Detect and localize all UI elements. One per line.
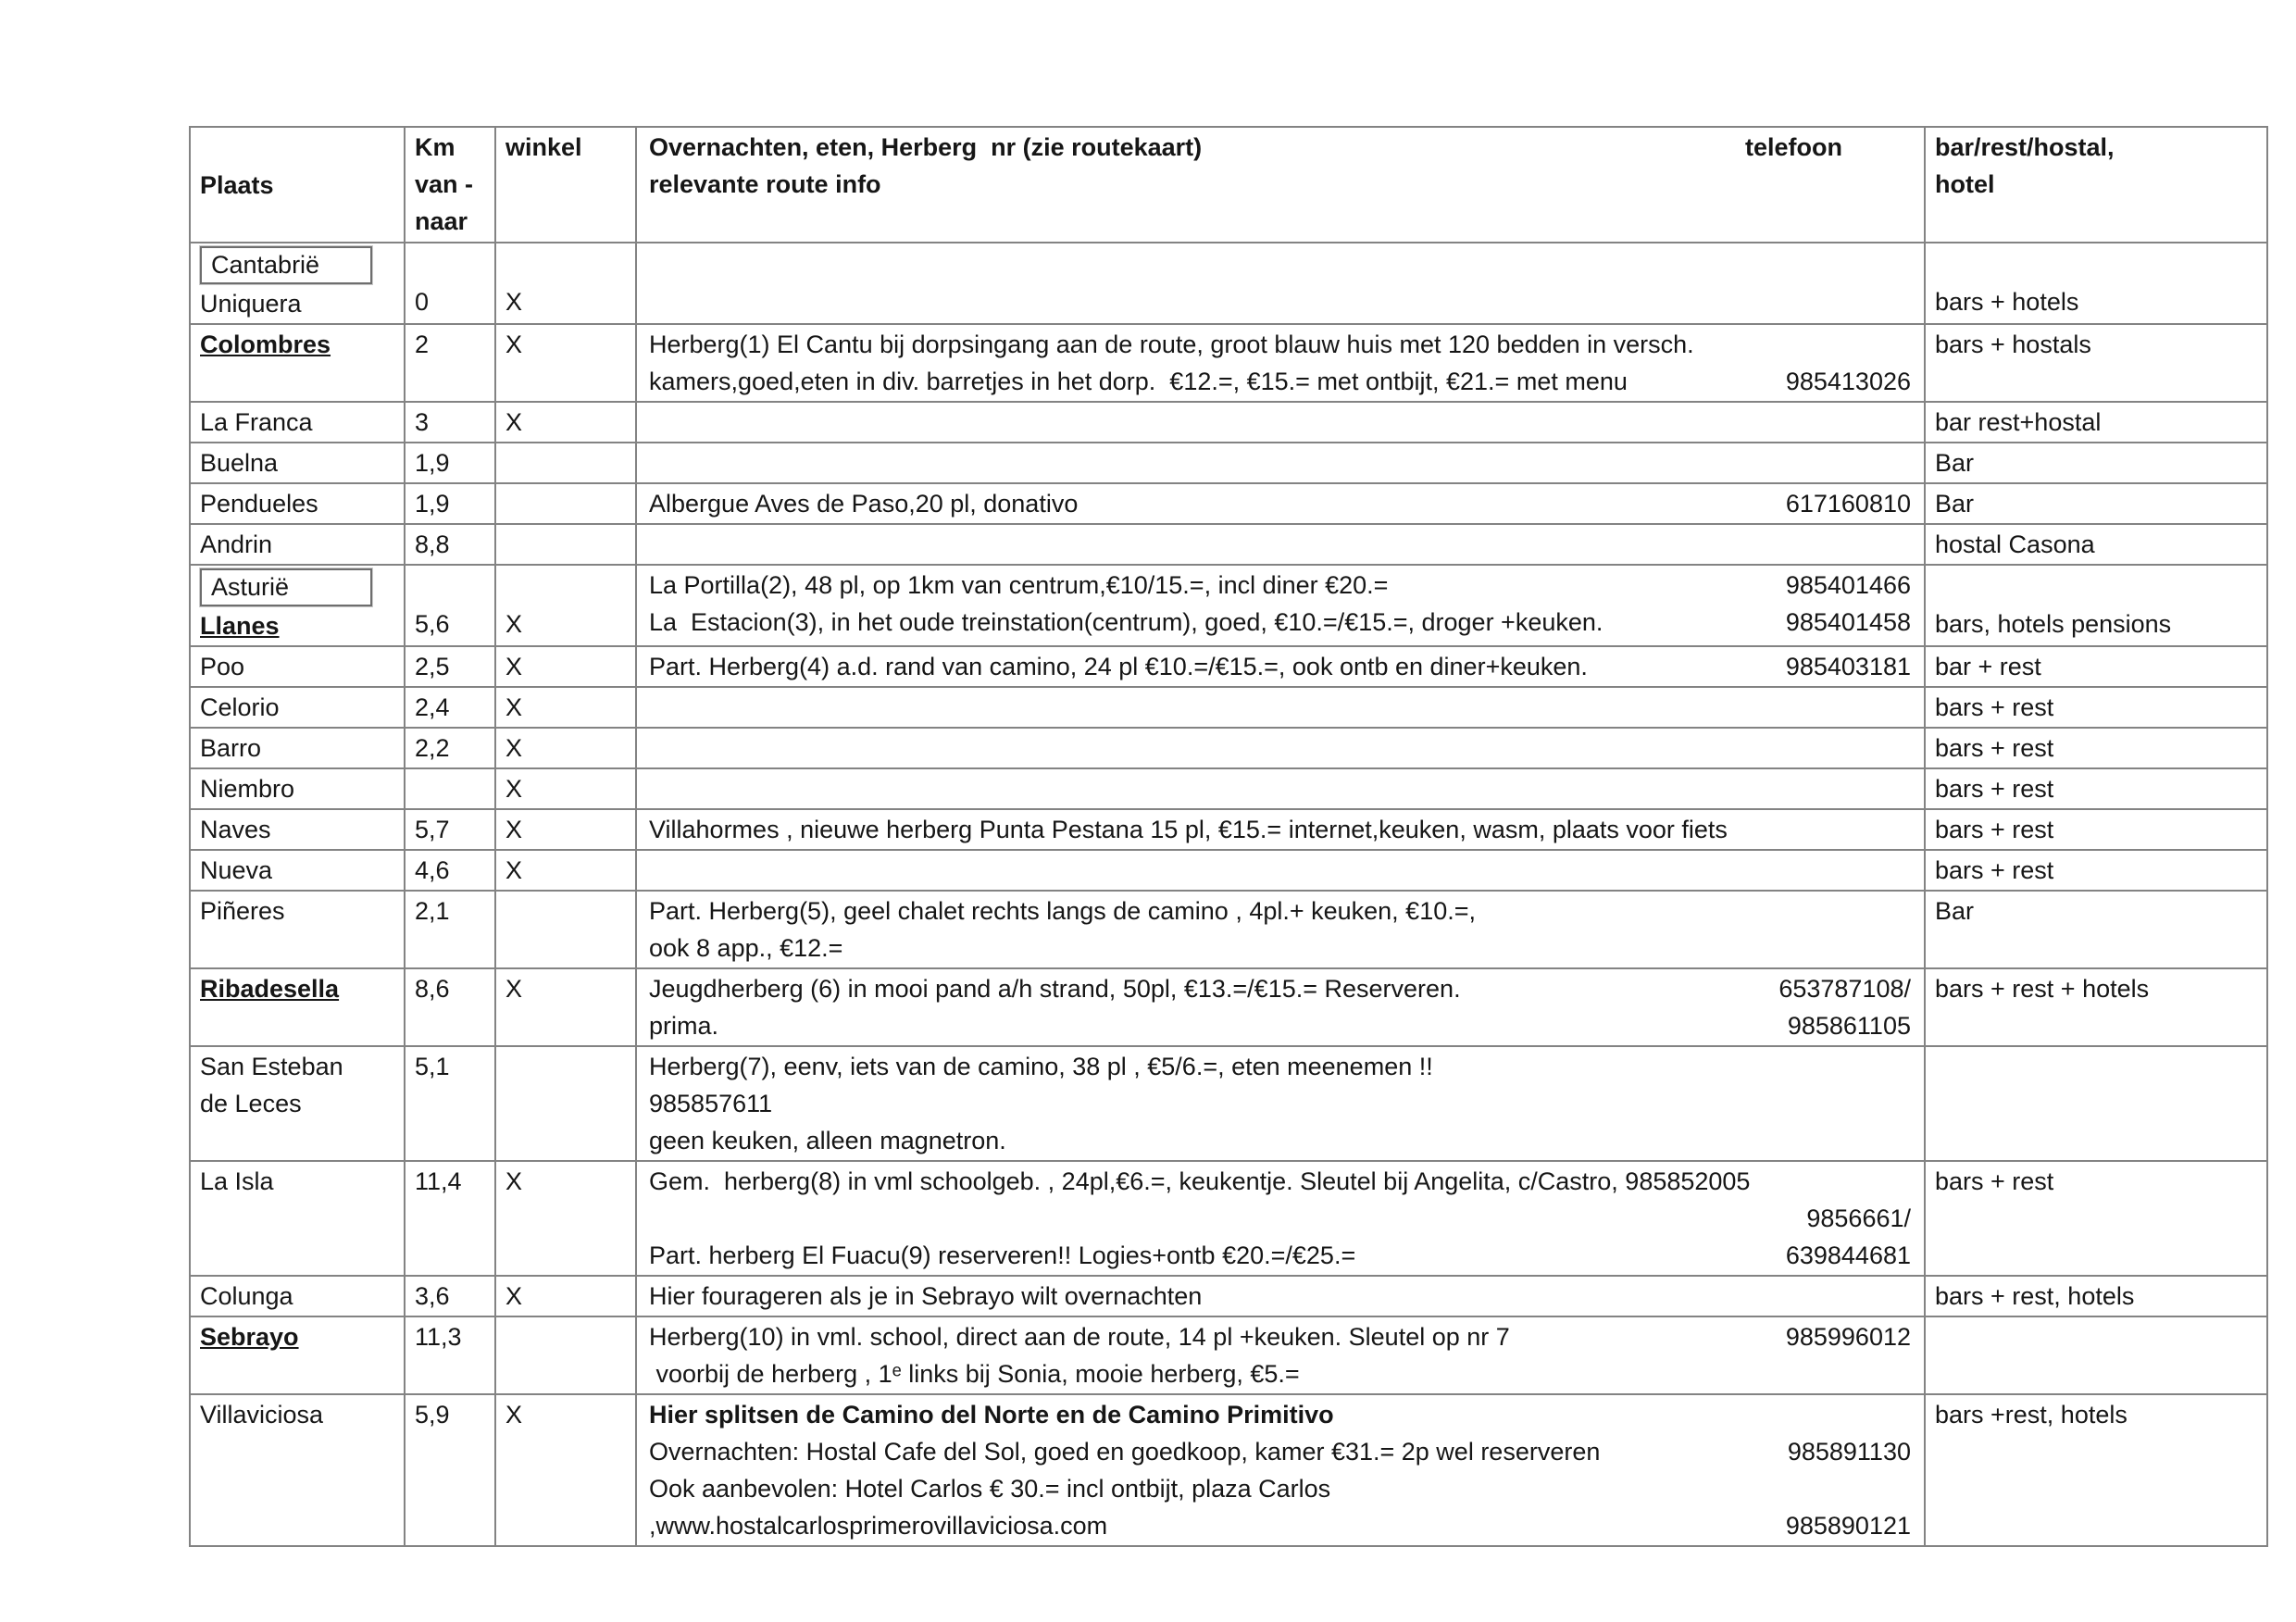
place-cell — [190, 1316, 405, 1394]
header-km-line3: naar — [415, 207, 468, 235]
place-cell — [190, 687, 405, 728]
winkel-cell — [495, 1316, 636, 1394]
phone-number: 985401458 — [1785, 608, 1911, 636]
phone-number: 985861105 — [1787, 1012, 1911, 1040]
place-name: Celorio — [200, 693, 280, 721]
place-cell — [190, 1394, 405, 1546]
info-line: Albergue Aves de Paso,20 pl, donativo 617160810 — [649, 485, 1911, 522]
info-line: Jeugdherberg (6) in mooi pand a/h strand, 50pl, €13.=/€15.= Reserveren. 653787108/ — [649, 970, 1911, 1007]
info-line: Gem. herberg(8) in vml schoolgeb. , 24pl,€6.=, keukentje. Sleutel bij Angelita, c/Castro, 985852005 — [649, 1167, 1751, 1195]
table-header-row — [190, 127, 2267, 243]
winkel-cell: X — [495, 850, 636, 891]
km-cell: 8,8 — [405, 524, 495, 565]
bar-cell: bars + rest — [1925, 768, 2267, 809]
km-cell: 11,3 — [405, 1316, 495, 1394]
winkel-cell: X — [495, 1394, 636, 1546]
table-row — [190, 402, 2267, 443]
phone-number: 985413026 — [1785, 368, 1911, 395]
info-cell — [636, 1161, 1925, 1276]
phone-number: 985401466 — [1785, 571, 1911, 599]
info-line: Herberg(10) in vml. school, direct aan de route, 14 pl +keuken. Sleutel op nr 7 985996012 — [649, 1318, 1911, 1355]
bar-cell: bars + rest — [1925, 728, 2267, 768]
bar-cell: bars + rest, hotels — [1925, 1276, 2267, 1316]
header-overnachten-line2: relevante route info — [649, 170, 881, 198]
info-cell — [636, 1316, 1925, 1394]
info-cell — [636, 968, 1925, 1046]
place-name: Pendueles — [200, 490, 318, 518]
winkel-cell — [495, 1046, 636, 1161]
table-row — [190, 968, 2267, 1046]
info-line — [649, 1085, 1911, 1122]
km-cell: 2 — [405, 324, 495, 402]
place-name: Andrin — [200, 530, 273, 558]
region-label-asturie: Asturië — [200, 568, 372, 606]
place-name: Colombres — [200, 331, 331, 358]
place-name: Naves — [200, 816, 271, 843]
table-row — [190, 728, 2267, 768]
km-cell: 1,9 — [405, 483, 495, 524]
km-cell: 5,1 — [405, 1046, 495, 1161]
km-cell: 8,6 — [405, 968, 495, 1046]
place-name: Nueva — [200, 856, 273, 884]
header-km-line1: Km — [415, 133, 455, 161]
header-telefoon: telefoon — [1745, 133, 1842, 161]
place-name: San Esteban — [200, 1053, 343, 1080]
km-cell: 3 — [405, 402, 495, 443]
table-row — [190, 1161, 2267, 1276]
info-line: Part. Herberg(4) a.d. rand van camino, 24 pl €10.=/€15.=, ook ontb en diner+keuken. 985403181 — [649, 648, 1911, 685]
info-cell — [636, 891, 1925, 968]
place-cell — [190, 646, 405, 687]
bar-cell: Bar — [1925, 483, 2267, 524]
phone-number: 617160810 — [1785, 490, 1911, 518]
table-row — [190, 1394, 2267, 1546]
table-row — [190, 850, 2267, 891]
km-cell: 2,1 — [405, 891, 495, 968]
km-cell: 2,5 — [405, 646, 495, 687]
header-winkel-label: winkel — [505, 133, 582, 161]
place-cell — [190, 968, 405, 1046]
bar-cell: bars + rest — [1925, 850, 2267, 891]
table-row — [190, 646, 2267, 687]
bar-cell: Bar — [1925, 891, 2267, 968]
table-row — [190, 1276, 2267, 1316]
info-line — [649, 1507, 1911, 1544]
winkel-cell: X — [495, 968, 636, 1046]
phone-number: 639844681 — [1785, 1241, 1911, 1269]
winkel-cell — [495, 524, 636, 565]
winkel-cell: X — [495, 687, 636, 728]
place-cell — [190, 402, 405, 443]
place-name: La Franca — [200, 408, 313, 436]
winkel-cell — [495, 483, 636, 524]
place-cell — [190, 243, 405, 324]
header-overnachten-line1: Overnachten, eten, Herberg nr (zie routekaart) — [649, 133, 1203, 161]
table-row — [190, 1046, 2267, 1161]
place-cell — [190, 524, 405, 565]
place-cell — [190, 768, 405, 809]
phone-number: 985890121 — [1785, 1512, 1911, 1540]
km-cell: 2,2 — [405, 728, 495, 768]
place-cell — [190, 443, 405, 483]
place-name: Ribadesella — [200, 975, 340, 1003]
info-cell — [636, 850, 1925, 891]
info-cell — [636, 243, 1925, 324]
place-cell — [190, 1276, 405, 1316]
km-cell: 4,6 — [405, 850, 495, 891]
place-cell — [190, 728, 405, 768]
place-cell — [190, 1161, 405, 1276]
header-overnachten — [636, 127, 1925, 243]
info-cell — [636, 1394, 1925, 1546]
info-line: prima. 985861105 — [649, 1007, 1911, 1044]
info-line: Ook aanbevolen: Hotel Carlos € 30.= incl ontbijt, plaza Carlos — [649, 1475, 1331, 1503]
info-line: Herberg(7), eenv, iets van de camino, 38 pl , €5/6.=, eten meenemen !! — [649, 1053, 1433, 1080]
place-name: Piñeres — [200, 897, 285, 925]
km-cell: 5,6 — [405, 565, 495, 646]
bar-cell — [1925, 1046, 2267, 1161]
winkel-cell: X — [495, 1276, 636, 1316]
place-name: Barro — [200, 734, 262, 762]
km-cell: 2,4 — [405, 687, 495, 728]
info-line: voorbij de herberg , 1ᵉ links bij Sonia, mooie herberg, €5.= — [649, 1360, 1300, 1388]
winkel-cell: X — [495, 324, 636, 402]
info-line: Hier splitsen de Camino del Norte en de Camino Primitivo — [649, 1401, 1334, 1429]
km-cell: 5,7 — [405, 809, 495, 850]
bar-cell: bars + rest — [1925, 1161, 2267, 1276]
place-name: La Isla — [200, 1167, 274, 1195]
winkel-cell: X — [495, 1161, 636, 1276]
route-table — [189, 126, 2268, 1547]
info-cell — [636, 1276, 1925, 1316]
place-name: Uniquera — [200, 290, 302, 318]
bar-cell: bars + rest — [1925, 809, 2267, 850]
bar-cell — [1925, 1316, 2267, 1394]
info-cell — [636, 324, 1925, 402]
info-cell — [636, 728, 1925, 768]
place-name: Poo — [200, 653, 245, 680]
info-cell — [636, 1046, 1925, 1161]
info-line: Herberg(1) El Cantu bij dorpsingang aan de route, groot blauw huis met 120 bedden in versch. — [649, 331, 1694, 358]
winkel-cell: X — [495, 646, 636, 687]
header-bar-line2: hotel — [1935, 170, 1995, 198]
place-name: Buelna — [200, 449, 279, 477]
km-cell: 0 — [405, 243, 495, 324]
winkel-cell — [495, 443, 636, 483]
table-row — [190, 483, 2267, 524]
place-cell — [190, 850, 405, 891]
info-line — [649, 1200, 1911, 1237]
bar-cell: bars + rest — [1925, 687, 2267, 728]
header-plaats — [190, 127, 405, 243]
region-label-cantabrie: Cantabrië — [200, 246, 372, 284]
bar-cell: bars + rest + hotels — [1925, 968, 2267, 1046]
km-cell: 3,6 — [405, 1276, 495, 1316]
info-cell — [636, 809, 1925, 850]
place-name: Colunga — [200, 1282, 293, 1310]
bar-cell: bars +rest, hotels — [1925, 1394, 2267, 1546]
info-line: Hier fourageren als je in Sebrayo wilt overnachten — [649, 1282, 1203, 1310]
winkel-cell — [495, 891, 636, 968]
place-cell — [190, 324, 405, 402]
table-row — [190, 891, 2267, 968]
bar-cell: bar rest+hostal — [1925, 402, 2267, 443]
winkel-cell: X — [495, 809, 636, 850]
place-name: Sebrayo — [200, 1323, 299, 1351]
place-cell — [190, 483, 405, 524]
km-cell: 5,9 — [405, 1394, 495, 1546]
header-km-line2: van - — [415, 170, 474, 198]
info-line: Part. herberg El Fuacu(9) reserveren!! Logies+ontb €20.=/€25.= 639844681 — [649, 1237, 1911, 1274]
phone-number: 985857611 — [649, 1090, 773, 1117]
phone-number: 653787108/ — [1778, 975, 1911, 1003]
info-cell — [636, 687, 1925, 728]
info-line: Villahormes , nieuwe herberg Punta Pestana 15 pl, €15.= internet,keuken, wasm, plaats voor fiets — [649, 816, 1728, 843]
phone-number: 9856661/ — [1806, 1204, 1911, 1232]
phone-number: 985403181 — [1785, 653, 1911, 680]
table-row — [190, 324, 2267, 402]
place-cell — [190, 809, 405, 850]
bar-cell: bars + hostals — [1925, 324, 2267, 402]
km-cell — [405, 768, 495, 809]
table-row — [190, 1316, 2267, 1394]
bar-cell: hostal Casona — [1925, 524, 2267, 565]
header-km — [405, 127, 495, 243]
bar-cell: bars, hotels pensions — [1925, 565, 2267, 646]
info-cell — [636, 443, 1925, 483]
winkel-cell: X — [495, 565, 636, 646]
info-cell — [636, 646, 1925, 687]
winkel-cell: X — [495, 243, 636, 324]
info-cell — [636, 483, 1925, 524]
header-winkel — [495, 127, 636, 243]
winkel-cell: X — [495, 768, 636, 809]
info-line: La Estacion(3), in het oude treinstation(centrum), goed, €10.=/€15.=, droger +keuken. 985401458 — [649, 604, 1911, 641]
place-name: Niembro — [200, 775, 295, 803]
table-row — [190, 443, 2267, 483]
header-bar-line1: bar/rest/hostal, — [1935, 133, 2115, 161]
info-line: ook 8 app., €12.= — [649, 934, 843, 962]
winkel-cell: X — [495, 728, 636, 768]
info-line: Overnachten: Hostal Cafe del Sol, goed en goedkoop, kamer €31.= 2p wel reserveren 985891130 — [649, 1433, 1911, 1470]
bar-cell: bars + hotels — [1925, 243, 2267, 324]
info-line: Part. Herberg(5), geel chalet rechts langs de camino , 4pl.+ keuken, €10.=, — [649, 897, 1477, 925]
info-line: La Portilla(2), 48 pl, op 1km van centrum,€10/15.=, incl diner €20.= 985401466 — [649, 567, 1911, 604]
info-cell — [636, 565, 1925, 646]
website-url: ,www.hostalcarlosprimerovillaviciosa.com — [649, 1512, 1108, 1540]
info-line: geen keuken, alleen magnetron. — [649, 1127, 1006, 1154]
phone-number: 985996012 — [1785, 1323, 1911, 1351]
km-cell: 1,9 — [405, 443, 495, 483]
table-row — [190, 243, 2267, 324]
info-cell — [636, 402, 1925, 443]
header-bar — [1925, 127, 2267, 243]
place-cell — [190, 565, 405, 646]
km-cell: 11,4 — [405, 1161, 495, 1276]
place-cell — [190, 891, 405, 968]
info-cell — [636, 768, 1925, 809]
place-cell — [190, 1046, 405, 1161]
bar-cell: bar + rest — [1925, 646, 2267, 687]
place-name: Villaviciosa — [200, 1401, 324, 1429]
table-row — [190, 565, 2267, 646]
table-row — [190, 687, 2267, 728]
table-row — [190, 524, 2267, 565]
winkel-cell: X — [495, 402, 636, 443]
info-line: kamers,goed,eten in div. barretjes in het dorp. €12.=, €15.= met ontbijt, €21.= met menu 985413026 — [649, 363, 1911, 400]
place-name-line2: de Leces — [200, 1090, 302, 1117]
header-plaats-label: Plaats — [200, 170, 274, 199]
phone-number: 985891130 — [1787, 1438, 1911, 1466]
table-row — [190, 768, 2267, 809]
place-name: Llanes — [200, 612, 280, 640]
bar-cell: Bar — [1925, 443, 2267, 483]
info-cell — [636, 524, 1925, 565]
table-row — [190, 809, 2267, 850]
